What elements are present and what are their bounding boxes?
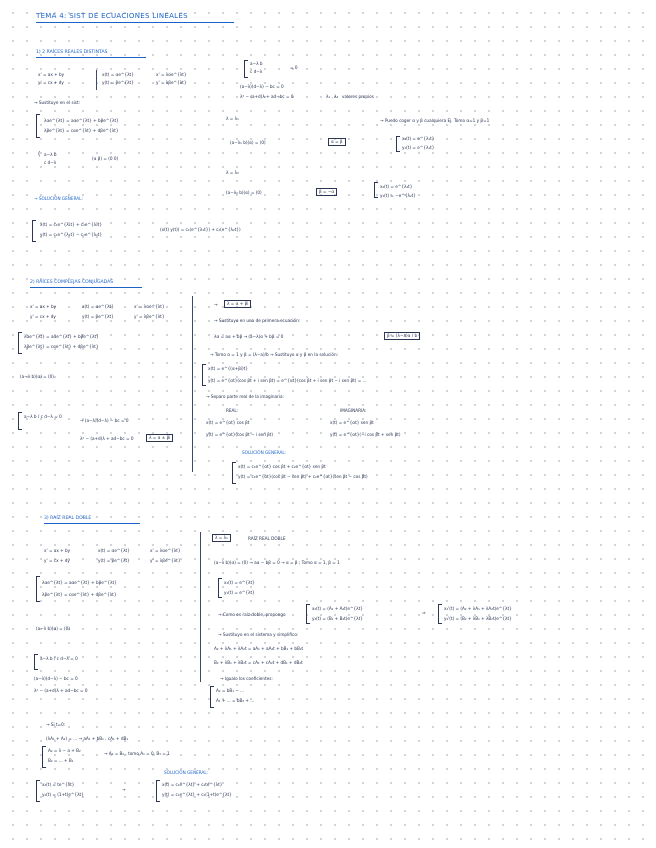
s2-det: a−λ b / c d−λ = 0 [24,414,62,419]
s3-r6: B₂ + λB₁ + λB₂t = cA₁ + cA₂t + dB₁ + dB₂t [214,660,303,665]
s2-imag-x: x(t) = e^{αt} sen βt [330,420,374,425]
s1-mat-open: ( [38,151,41,158]
s2-divider [192,296,193,472]
s1-poly-2: λ² − (a+d)λ + ad−bc = 0 [240,94,294,99]
s1-mat-row2: c d−λ [44,160,57,165]
s2-matrix: (a−λ b)(α) = (0) [20,374,54,379]
s3-gen-x: x(t) = c₁e^{λt} + c₂te^{λt} [162,782,223,787]
s2-real-x: x(t) = e^{αt} cos βt [206,420,250,425]
s1-sol2-bracket [374,182,378,198]
s3-r8-b: A₁ + ... = bB₂ + ... [216,698,255,703]
s1-poly-note: valores propios [342,94,374,99]
s1-divider-small [96,70,97,90]
s2-r1-box: λ = α + βi [224,300,251,308]
s1-det-eq: = 0 [290,65,298,70]
s2-der-x: x' = λαe^{λt} [134,304,165,309]
s2-imag-y: y(t) = e^{αt}(−i cos βt + sen βt) [330,432,401,437]
s3-sol-arrow: → [122,787,126,792]
s3-b2: (λA₁ + A₂) = ... → aA₁ + bB₁ , cA₁ + dB₁ [46,736,129,741]
s3-poly-1: (a−λ)(d−λ) − bc = 0 [34,676,78,681]
s3-det-bracket [34,654,38,670]
s3-der-x: x' = λαe^{λt} [150,548,181,553]
s1-gen-vector: (x(t) y(t)) = c₁(e^{λ₁t}) + c₂(e^{λ₂t}) [160,227,241,232]
s1-det-bracket [244,60,248,78]
s1-eq-x: x' = ax + by [38,72,65,77]
s3-matrix: (a−λ b)(α) = (0) [36,626,70,631]
s2-sys-2: λβe^{λt} = cαe^{λt} + dβe^{λt} [24,344,99,349]
s1-gen-y: y(t) = c₁e^{λ₁t} − c₂e^{λ₂t} [40,232,103,237]
s3-r7: → Igualo los coeficientes: [220,676,273,681]
s2-sys-1: λαe^{λt} = aαe^{λt} + bβe^{λt} [24,334,99,339]
s3-poly-2: λ² − (a+d)λ + ad−bc = 0 [34,688,88,693]
s1-lambda-1: λ = λ₁ [226,116,239,121]
s2-r6: y(t) = e^{αt}(cos βt + i sen βt) = e^{αt}(cos βt + i sen βt − i sen βt) = ... [208,378,367,383]
section-1-heading: 1) 2 RAÍCES REALES DISTINTAS [36,50,108,55]
s3-eq-y: y' = cx + dy [44,558,70,563]
s3-sol-x: x(t) = αe^{λt} [98,548,130,553]
s3-r3-dx: x₂'(t) = (A₂ + λA₁ + λA₂t)e^{λt} [444,606,512,611]
s3-b3-b: B₂ = ... + B₁ [48,758,74,763]
s1-sol1-y: y₁(t) = e^{λ₁t} [402,145,435,150]
s1-result-box-2: β = −α [316,188,337,196]
s2-r1-arrow: → [214,302,218,307]
s2-sol-y: y(t) = βe^{λt} [82,314,114,319]
s2-r4: → Tomo α = 1 y β = (λ−a)/b → Sustituyo α y β en la solución: [210,352,339,357]
s1-sol1-x: x₁(t) = e^{λ₁t} [402,136,435,141]
section-3-heading: 3) RAÍZ REAL DOBLE [44,516,92,521]
s1-sol-x: x(t) = αe^{λt} [102,72,134,77]
s2-eq-y: y' = cx + dy [30,314,56,319]
s3-r3-der-bracket [438,604,442,624]
s3-r3-x: x₂(t) = (A₁ + A₂t)e^{λt} [312,606,363,611]
s3-r4: → Sustituyo en el sistema y simplifico: [218,632,299,637]
s3-r8-bracket [210,686,214,708]
s3-sol-x2: x₂(t) = te^{λt} [42,782,75,787]
s1-sys-2: λβe^{λt} = cαe^{λt} + dβe^{λt} [44,128,119,133]
s3-r2-bracket [218,578,222,598]
s3-gen-bracket [156,780,160,802]
s3-sys-2: λβe^{λt} = cαe^{λt} + dβe^{λt} [42,592,117,597]
s3-b3-a: A₂ = λ − a + B₂ [48,748,81,753]
s1-sol-y: y(t) = βe^{λt} [102,80,134,85]
s1-subst: → Sustituye en el sist: [34,100,81,105]
section-2-heading: 2) RAÍCES COMPLEJAS CONJUGADAS [30,280,114,285]
s2-real-heading: REAL: [226,408,239,413]
s2-r2: → Sustituyo en una de primera ecuación: [214,318,301,323]
s3-root-heading: RAÍZ REAL DOBLE [248,536,286,541]
s1-result-box-1: α = β [328,138,346,146]
s2-r3-box: β = (λ−a)α / b [384,332,420,340]
s2-det-result: → (a−λ)(d−λ) − bc = 0 [80,418,129,423]
s2-sys-bracket [18,332,22,354]
s3-r3: → Como es raíz doble, propongo [218,612,286,617]
s3-sol-y: y(t) = βe^{λt} [98,558,130,563]
s2-r3: λα = aα + bβ → (a−λ)α + bβ = 0 [214,334,284,339]
s3-det: a−λ b / c d−λ = 0 [40,656,78,661]
s3-gen-heading: SOLUCIÓN GENERAL: [164,770,209,775]
s2-det-bracket [18,412,22,430]
s1-der-y: y' = λβe^{λt} [156,80,187,85]
s3-r3-bracket [306,604,310,624]
s1-lambda-2: λ = λ₂ [226,170,239,175]
s2-gen-heading: SOLUCIÓN GENERAL: [242,450,287,455]
section-1-underline [36,57,146,58]
s3-r3-y: y₂(t) = (B₁ + B₂t)e^{λt} [312,616,363,621]
s3-b3-bracket [42,746,46,768]
s1-mat-lambda-2: (a−λ₂ b)(α) = (0) [226,190,262,195]
s1-sol1-bracket [396,136,400,152]
s2-imag-heading: IMAGINARIA: [340,408,367,413]
s1-poly-roots: λ₁ , λ₂ [326,94,339,99]
s3-sol-bracket [36,780,40,802]
s2-r7: → Separo parte real de la imaginaria: [206,394,284,399]
page-title: TEMA 4: SIST DE ECUACIONES LINEALES [36,12,188,20]
s2-r5: x(t) = e^{(α+βi)t} [208,366,248,371]
s1-note-1: → Puedo coger α y β cualquiera Ej. Tomo α=1 y β=1 [380,118,490,123]
s1-det-row2: c d−λ [250,69,263,74]
s1-der-x: x' = λαe^{λt} [156,72,187,77]
s2-gen-x: x(t) = c₁e^{αt} cos βt + c₂e^{αt} sen βt [238,464,326,469]
s2-real-y: y(t) = e^{αt}(cos βt − i sen βt) [206,432,274,437]
s2-gen-bracket [232,462,236,484]
s1-det-row1: a−λ b [250,61,263,66]
s3-root-box: λ = λ₁ [212,534,231,542]
section-3-underline [44,523,140,524]
s2-gen-y: y(t) = c₁e^{αt}(cos βt − sen βt) + c₂e^{αt}(sen βt − cos βt) [238,474,368,479]
s3-der-y: y' = λβe^{λt} [150,558,181,563]
s3-sol-y2: y₂(t) = (1+t)e^{λt} [42,792,84,797]
s1-gen-bracket [32,220,36,242]
s1-mat-row1: a−λ b [44,152,57,157]
s1-gen-x: x(t) = c₁e^{λ₁t} + c₂e^{λ₂t} [40,222,103,227]
s3-gen-y: y(t) = c₁e^{λt} + c₂(1+t)e^{λt} [162,792,232,797]
s1-sys-1: λαe^{λt} = aαe^{λt} + bβe^{λt} [44,118,119,123]
s3-sys-bracket [36,576,40,602]
s2-sol-x: x(t) = αe^{λt} [82,304,114,309]
s3-arrow: ⇒ [422,610,426,615]
s3-b1: → Si t=0: [46,722,66,727]
s3-b4: → A₂ = B₂ , tomo A₁ = 0, B₁ = 1 [104,751,170,756]
s1-poly-1: (a−λ)(d−λ) − bc = 0 [240,84,284,89]
s3-eq-x: x' = ax + by [44,548,71,553]
s3-r1: (a−λ b)(α) = (0) → aα − bβ = 0 → α = β ; Tomo α = 1, β = 1 [214,560,340,565]
s1-sol2-y: y₂(t) = −e^{λ₂t} [380,193,416,198]
s2-r5-bracket [202,364,206,386]
s3-divider [200,532,201,682]
s3-r8-a: A₂ = bB₁ − ... [216,688,245,693]
s2-poly: λ² − (a+d)λ + ad−bc = 0 [80,436,134,441]
s3-sys-1: λαe^{λt} = aαe^{λt} + bβe^{λt} [42,580,117,585]
s2-roots-box: λ = α ± βi [146,434,173,442]
s1-sys-bracket [36,114,40,138]
s1-sol2-x: x₂(t) = e^{λ₂t} [380,184,413,189]
s1-mat-lambda-1: (a−λ₁ b)(α) = (0) [230,140,266,145]
s2-eq-x: x' = ax + by [30,304,57,309]
s1-mat-vec: (α β) = (0 0) [92,156,119,161]
s3-r3-dy: y₂'(t) = (B₂ + λB₁ + λB₂t)e^{λt} [444,616,512,621]
s3-r2-x: x₁(t) = e^{λt} [224,580,255,585]
s3-r5: A₂ + λA₁ + λA₂t = aA₁ + aA₂t + bB₁ + bB₂t [214,646,304,651]
s1-eq-y: y' = cx + dy [38,80,64,85]
title-underline [36,22,234,23]
s3-r2-y: y₁(t) = e^{λt} [224,590,255,595]
s2-der-y: y' = λβe^{λt} [134,314,165,319]
s1-gen-heading: → SOLUCIÓN GENERAL: [34,196,83,201]
section-2-underline [30,287,142,288]
